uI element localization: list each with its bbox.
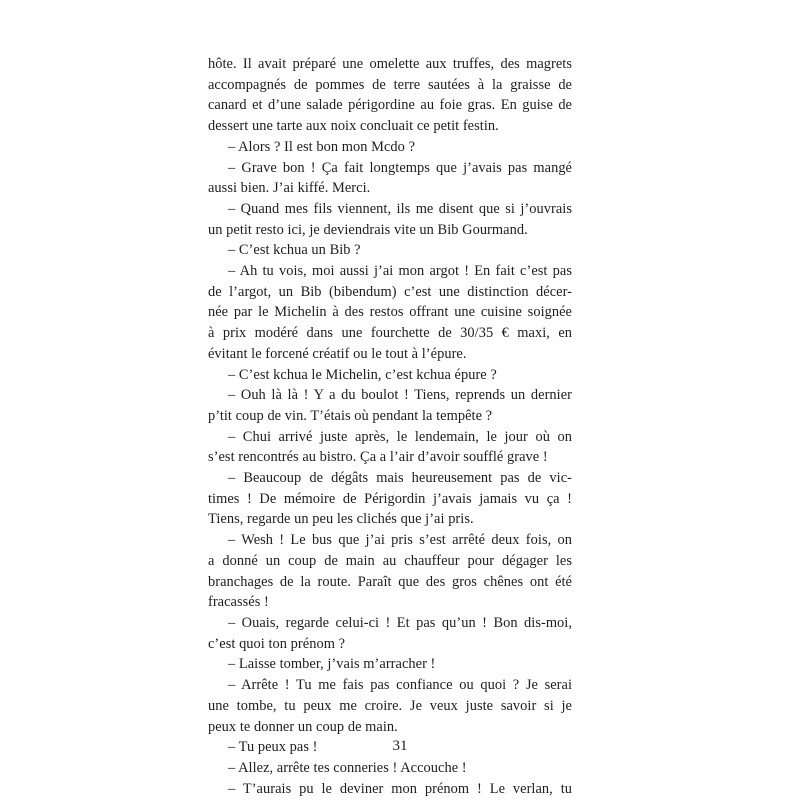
text-line: Tiens, regarde un peu les clichés que j’ai pris. — [208, 511, 474, 528]
text-line: s’est rencontrés au bistro. Ça a l’air d’avoir soufflé grave ! — [208, 449, 548, 466]
text-line: – Allez, arrête tes conneries ! Accouche ! — [228, 759, 467, 776]
text-line: accompagnés de pommes de terre sautées à la graisse de — [208, 76, 572, 93]
text-line: dessert une tarte aux noix concluait ce petit festin. — [208, 118, 499, 135]
paragraph — [208, 261, 572, 365]
text-line: – Chui arrivé juste après, le lendemain, le jour où on — [228, 428, 572, 445]
text-line: a donné un coup de main au chauffeur pour dégager les — [208, 552, 572, 569]
paragraph — [208, 199, 572, 240]
text-line: c’est quoi ton prénom ? — [208, 635, 346, 652]
text-line: de l’argot, un Bib (bibendum) c’est une distinction décer- — [208, 283, 572, 300]
paragraph — [208, 137, 572, 158]
text-line: – Alors ? Il est bon mon Mcdo ? — [228, 138, 416, 155]
text-line: – Ah tu vois, moi aussi j’ai mon argot ! En fait c’est pas — [228, 263, 572, 280]
paragraph — [208, 427, 572, 468]
book-page-text — [208, 54, 572, 799]
text-line: – C’est kchua le Michelin, c’est kchua épure ? — [228, 366, 497, 383]
text-line: canard et d’une salade périgordine au foie gras. En guise de — [208, 97, 572, 114]
text-line: – Laisse tomber, j’vais m’arracher ! — [228, 656, 436, 673]
text-line: p’tit coup de vin. T’étais où pendant la tempête ? — [208, 407, 493, 424]
text-line: fracassés ! — [208, 594, 269, 611]
paragraph — [208, 530, 572, 613]
paragraph — [208, 654, 572, 675]
text-line: – Ouh là là ! Y a du boulot ! Tiens, reprends un dernier — [228, 387, 572, 404]
text-line: – Ouais, regarde celui-ci ! Et pas qu’un ! Bon dis-moi, — [228, 614, 572, 631]
text-line: – Wesh ! Le bus que j’ai pris s’est arrêté deux fois, on — [228, 532, 572, 549]
paragraph — [208, 758, 572, 779]
text-line: times ! De mémoire de Périgordin j’avais jamais vu ça ! — [208, 490, 572, 507]
paragraph — [208, 240, 572, 261]
text-line: hôte. Il avait préparé une omelette aux truffes, des magrets — [208, 56, 572, 72]
text-line: – Arrête ! Tu me fais pas confiance ou quoi ? Je serai — [228, 677, 572, 694]
paragraph — [208, 385, 572, 426]
text-line: – Grave bon ! Ça fait longtemps que j’avais pas mangé — [228, 159, 572, 176]
paragraph — [208, 675, 572, 737]
text-line: aussi bien. J’ai kiffé. Merci. — [208, 180, 371, 197]
text-line: évitant le forcené créatif ou le tout à l’épure. — [208, 345, 467, 362]
paragraph — [208, 158, 572, 199]
text-line: – Beaucoup de dégâts mais heureusement pas de vic- — [228, 470, 572, 487]
text-line: née par le Michelin à des restos offrant une cuisine soignée — [208, 304, 572, 321]
paragraph — [208, 468, 572, 530]
text-line: – T’aurais pu le deviner mon prénom ! Le verlan, tu — [228, 780, 572, 797]
text-line: – Quand mes fils viennent, ils me disent que si j’ouvrais — [228, 200, 572, 217]
text-line: peux te donner un coup de main. — [208, 718, 398, 735]
paragraph — [208, 779, 572, 800]
text-line: branchages de la route. Paraît que des gros chênes ont été — [208, 573, 572, 590]
text-line: un petit resto ici, je deviendrais vite un Bib Gourmand. — [208, 221, 528, 238]
text-line: une tombe, tu peux me croire. Je veux juste savoir si je — [208, 697, 572, 714]
paragraph — [208, 54, 572, 137]
text-line: – C’est kchua un Bib ? — [228, 242, 361, 259]
page-number: 31 — [392, 738, 408, 754]
paragraph — [208, 365, 572, 386]
paragraph — [208, 613, 572, 654]
text-line: à prix modéré dans une fourchette de 30/35 € maxi, en — [208, 325, 572, 342]
text-line: – Tu peux pas ! — [228, 739, 318, 756]
